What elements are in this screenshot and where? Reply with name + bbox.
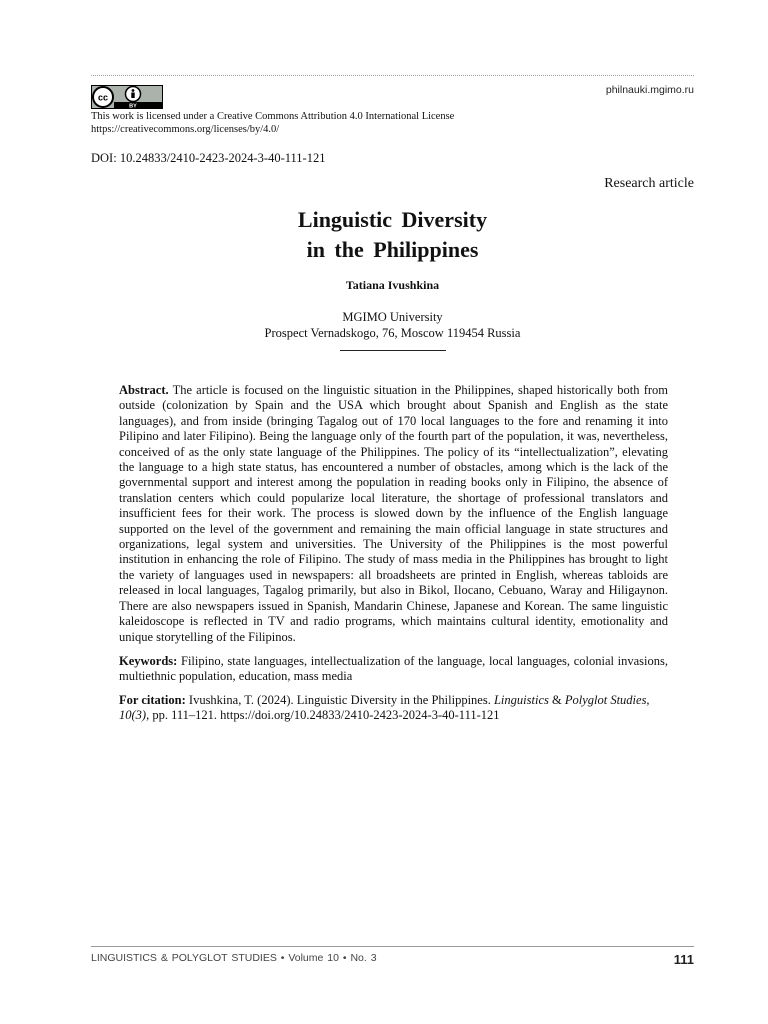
doi[interactable]: DOI: 10.24833/2410-2423-2024-3-40-111-121 bbox=[91, 151, 326, 165]
affiliation-divider bbox=[340, 350, 446, 351]
citation-journal-volume: Polyglot Studies, 10(3), bbox=[119, 693, 650, 723]
license-notice bbox=[91, 110, 454, 136]
citation-journal: Linguistics bbox=[493, 693, 549, 707]
citation-authors: Ivushkina, T. (2024). Linguistic Diversity in the Philippines. bbox=[185, 693, 494, 707]
article-type: Research article bbox=[604, 176, 694, 191]
citation bbox=[119, 693, 668, 724]
header-divider bbox=[91, 75, 694, 76]
license-text: This work is licensed under a Creative Commons Attribution 4.0 International License bbox=[91, 111, 455, 122]
article-title bbox=[0, 205, 768, 265]
attribution-person-icon bbox=[126, 87, 141, 102]
author-name: Tatiana Ivushkina bbox=[345, 278, 440, 292]
title-line-2: in the Philippines bbox=[306, 237, 479, 262]
abstract-label: Abstract. bbox=[119, 383, 169, 397]
keywords bbox=[119, 654, 668, 685]
citation-label: For citation: bbox=[119, 693, 186, 707]
keywords-text: Filipino, state languages, intellectualization of the language, local languages, colonial invasions, multiethnic population, education, mass media bbox=[119, 654, 668, 684]
cc-badge-label: BY bbox=[129, 103, 137, 109]
footer-journal-info: LINGUISTICS & POLYGLOT STUDIES • Volume 10 • No. 3 bbox=[91, 952, 377, 964]
title-line-1: Linguistic Diversity bbox=[297, 207, 488, 232]
license-url[interactable]: https://creativecommons.org/licenses/by/4.0/ bbox=[91, 124, 280, 135]
page-number: 111 bbox=[673, 952, 694, 967]
footer-divider bbox=[91, 946, 694, 947]
abstract bbox=[119, 383, 668, 645]
citation-ampersand: & bbox=[548, 693, 565, 707]
cc-by-license-badge[interactable] bbox=[91, 85, 163, 109]
keywords-label: Keywords: bbox=[119, 654, 178, 668]
affiliation-address: Prospect Vernadskogo, 76, Moscow 119454 Russia bbox=[264, 326, 521, 340]
citation-pages-doi[interactable]: pp. 111–121. https://doi.org/10.24833/2410-2423-2024-3-40-111-121 bbox=[149, 708, 500, 723]
cc-icon bbox=[93, 87, 113, 107]
affiliation-institution: MGIMO University bbox=[342, 310, 443, 324]
svg-text:cc: cc bbox=[97, 92, 109, 103]
abstract-text: The article is focused on the linguistic situation in the Philippines, shaped historically both from outside (colonization by Spain and the USA which brought about Spanish and English as the state languages), and from inside (bringing Tagalog out of 170 local languages to the fore and renaming it into Pilipino and later Filipino). Being the language only of the fourth part of the population, it was, nevertheless, conceived of as the only state language of the Philippines. The policy of its “intellectualization”, elevating the language to a high state status, has encountered a number of obstacles, among which is the lack of the governmental support and interest among the population in reading books only in Filipino, the absence of translation centers which could popularize local literature, the shortage of professional translators and insufficient fees for their work. The process is slowed down by the influence of the English language supported on the level of the government and remaining the main official language in state structures and organizations, legal system and universities. The University of the Philippines is the most powerful institution in enhancing the role of Filipino. The study of mass media in the Philippines has brought to light the variety of languages used in newspapers: all broadsheets are printed in English, whereas tabloids are released in local languages, Tagalog primarily, but also in Bikol, Ilocano, Cebuano, Waray and Hiligaynon. There are also newspapers issued in Spanish, Mandarin Chinese, Japanese and Korean. The same linguistic kaleidoscope is reflected in TV and radio programs, which maintains cultural identity, emotionality and unique storytelling of the Filipinos. bbox=[119, 383, 668, 644]
author-affiliation bbox=[0, 309, 768, 341]
journal-site-url[interactable]: philnauki.mgimo.ru bbox=[605, 84, 694, 96]
